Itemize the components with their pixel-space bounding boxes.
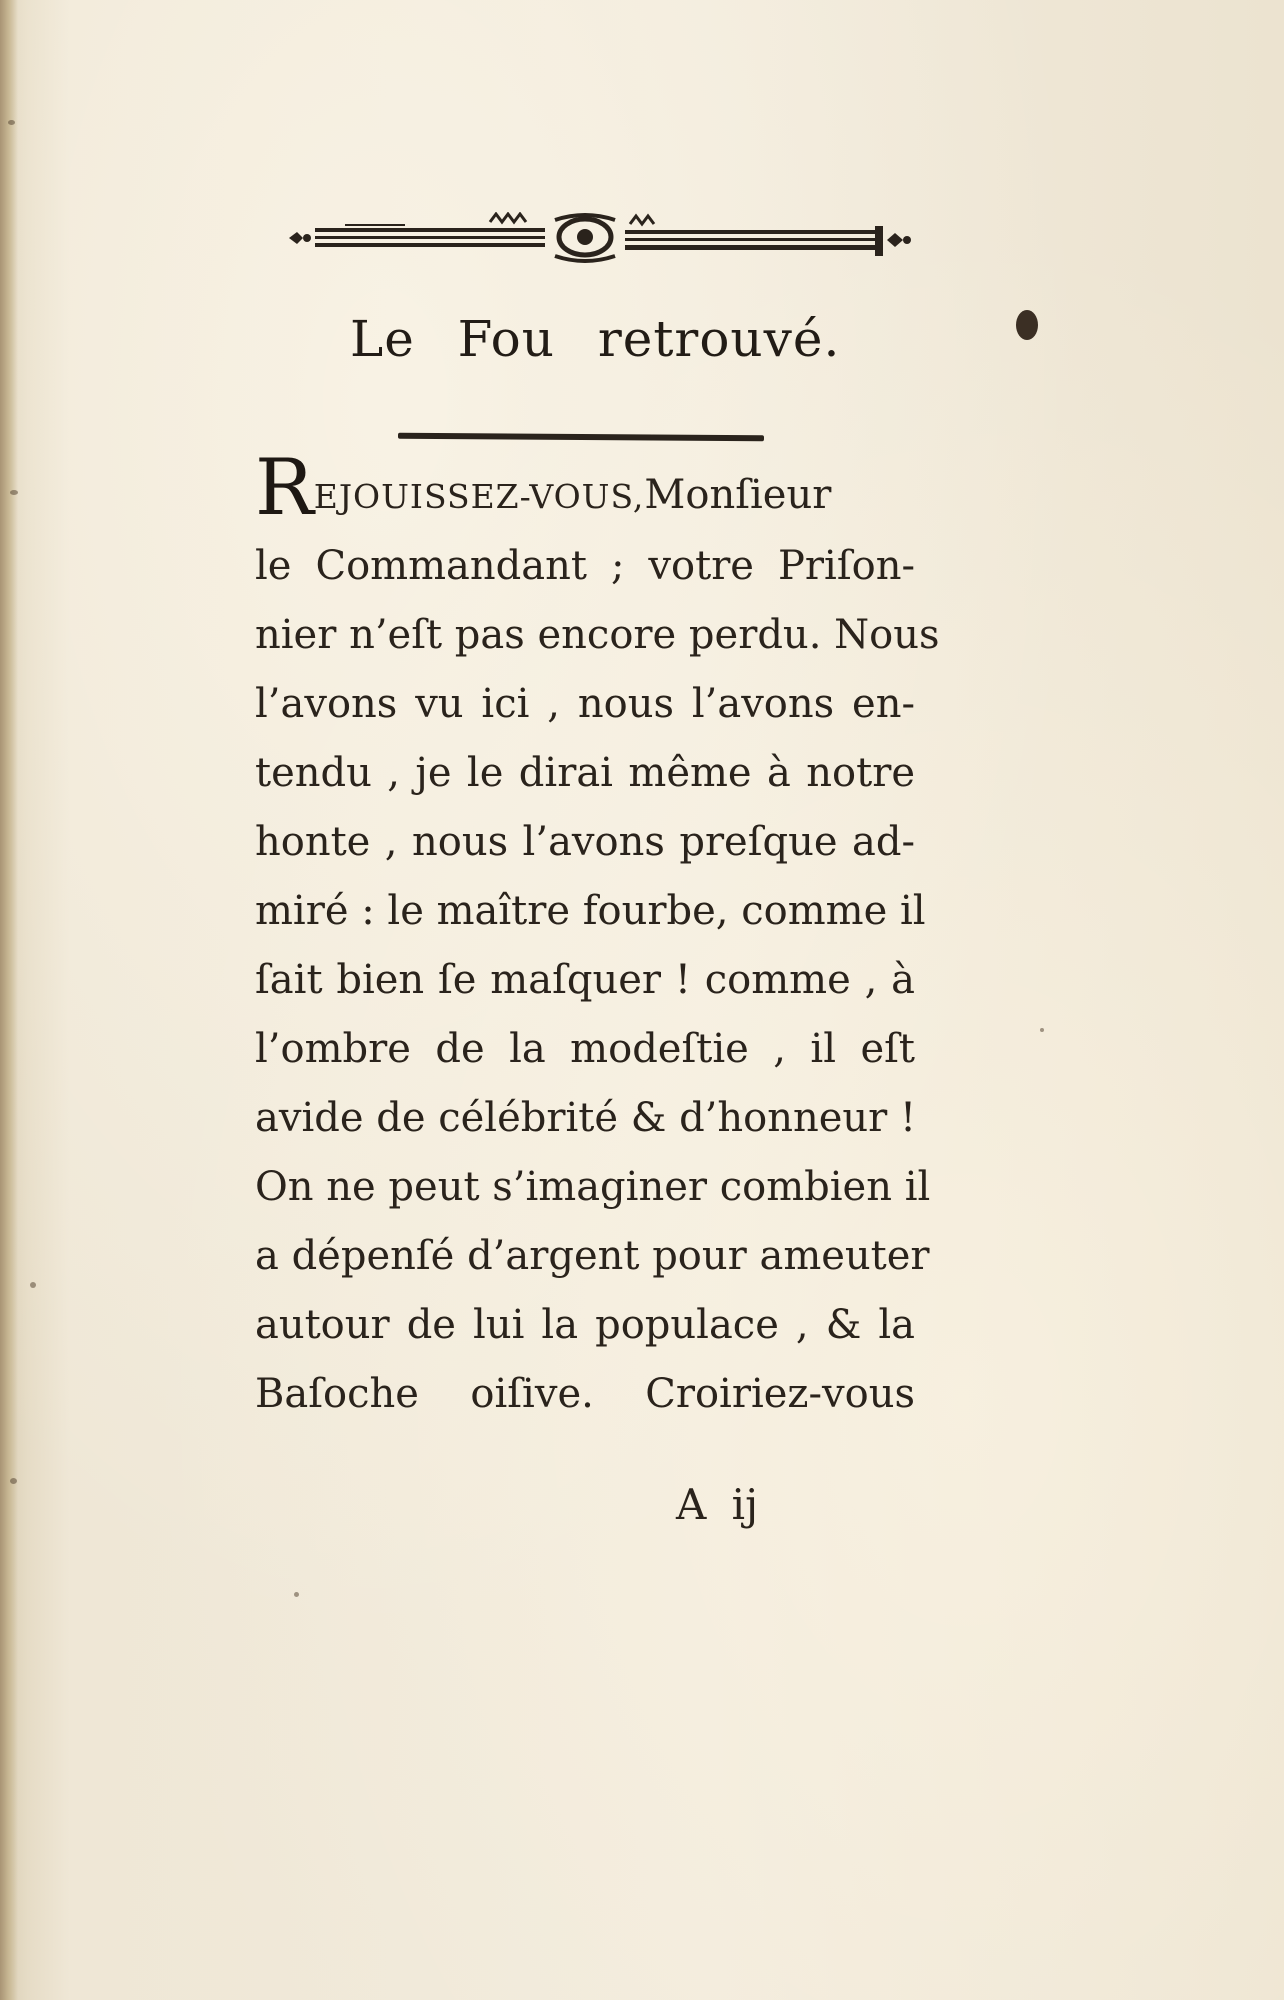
paper-speck <box>10 1478 17 1484</box>
title-rule <box>398 433 764 442</box>
text-line: nier n’eſt pas encore perdu. Nous <box>255 612 940 658</box>
opening-word: EJOUISSEZ-VOUS, <box>313 477 645 516</box>
text-line: autour de lui la populace , & la <box>255 1302 915 1348</box>
ink-blot <box>1016 310 1038 340</box>
text-line: miré : le maître fourbe, comme il <box>255 888 926 934</box>
text-line <box>255 443 915 533</box>
paper-speck <box>294 1592 299 1597</box>
signature-mark: A ij <box>676 1480 759 1529</box>
text-line: l’ombre de la modeſtie , il eſt <box>255 1026 915 1072</box>
text-line: avide de célébrité & d’honneur ! <box>255 1095 917 1141</box>
paper-speck <box>1040 1028 1044 1032</box>
paper-speck <box>30 1282 36 1288</box>
text-line: a dépenſé d’argent pour ameuter <box>255 1233 930 1279</box>
drop-cap: R <box>255 443 314 533</box>
text-line: tendu , je le dirai même à notre <box>255 750 915 796</box>
paper-speck <box>8 120 15 125</box>
binding-edge <box>0 0 18 2000</box>
headpiece-ornament <box>285 212 915 272</box>
line-text: Monſieur <box>644 472 832 518</box>
text-line: On ne peut s’imaginer combien il <box>255 1164 931 1210</box>
text-line: honte , nous l’avons preſque ad- <box>255 819 915 865</box>
text-line: le Commandant ; votre Priſon- <box>255 543 915 589</box>
chapter-title: Le Fou retrouvé. <box>350 310 841 368</box>
text-line: l’avons vu ici , nous l’avons en- <box>255 681 915 727</box>
body-text <box>255 443 940 1429</box>
paper-speck <box>10 490 18 495</box>
text-line: Baſoche oiſive. Croiriez-vous <box>255 1371 915 1417</box>
text-line: ſait bien ſe maſquer ! comme , à <box>255 957 915 1003</box>
